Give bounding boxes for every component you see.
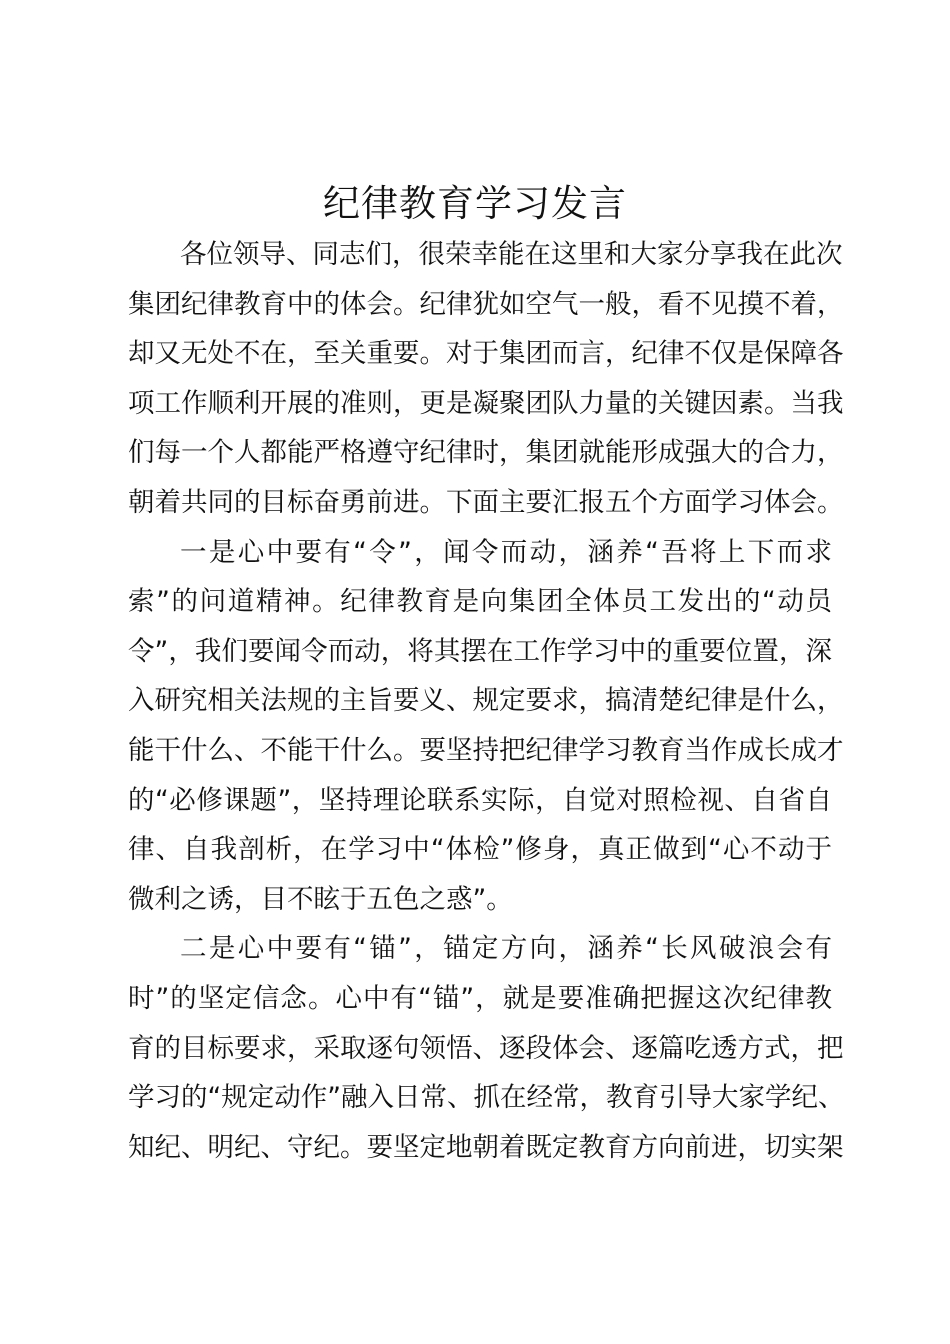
paragraph-1-line-2: 集团纪律教育中的体会。纪律犹如空气一般，看不见摸不着， [128, 288, 844, 320]
paragraph-1-line-6: 朝着共同的目标奋勇前进。下面主要汇报五个方面学习体会。 [128, 486, 844, 518]
document-title: 纪律教育学习发言 [323, 182, 627, 225]
paragraph-2-line-7: 律、自我剖析，在学习中“体检”修身，真正做到“心不动于 [128, 834, 832, 866]
paragraph-2-line-2: 索”的问道精神。纪律教育是向集团全体员工发出的“动员 [128, 586, 832, 618]
paragraph-2-line-6: 的“必修课题”，坚持理论联系实际，自觉对照检视、自省自 [128, 784, 832, 816]
paragraph-3-line-5: 知纪、明纪、守纪。要坚定地朝着既定教育方向前进，切实架 [128, 1131, 844, 1163]
paragraph-1-line-1: 各位领导、同志们，很荣幸能在这里和大家分享我在此次 [180, 239, 843, 270]
document-body [128, 230, 845, 1172]
paragraph-2-line-1: 一是心中要有“令”，闻令而动，涵养“吾将上下而求 [180, 536, 832, 568]
paragraph-3-line-1: 二是心中要有“锚”，锚定方向，涵养“长风破浪会有 [180, 933, 832, 965]
paragraph-2-line-3: 令”，我们要闻令而动，将其摆在工作学习中的重要位置，深 [128, 635, 832, 667]
paragraph-2-line-4: 入研究相关法规的主旨要义、规定要求，搞清楚纪律是什么， [128, 685, 844, 717]
paragraph-3-line-4: 学习的“规定动作”融入日常、抓在经常，教育引导大家学纪、 [128, 1082, 845, 1114]
paragraph-2-line-8: 微利之诱，目不眩于五色之惑”。 [128, 883, 513, 915]
paragraph-3-line-3: 育的目标要求，采取逐句领悟、逐段体会、逐篇吃透方式，把 [128, 1032, 844, 1064]
paragraph-1-line-3: 却又无处不在，至关重要。对于集团而言，纪律不仅是保障各 [128, 338, 844, 370]
paragraph-1-line-5: 们每一个人都能严格遵守纪律时，集团就能形成强大的合力， [128, 437, 844, 469]
paragraph-1-line-4: 项工作顺利开展的准则，更是凝聚团队力量的关键因素。当我 [128, 387, 844, 419]
paragraph-3-line-2: 时”的坚定信念。心中有“锚”，就是要准确把握这次纪律教 [128, 982, 832, 1014]
paragraph-2-line-5: 能干什么、不能干什么。要坚持把纪律学习教育当作成长成才 [128, 734, 844, 766]
